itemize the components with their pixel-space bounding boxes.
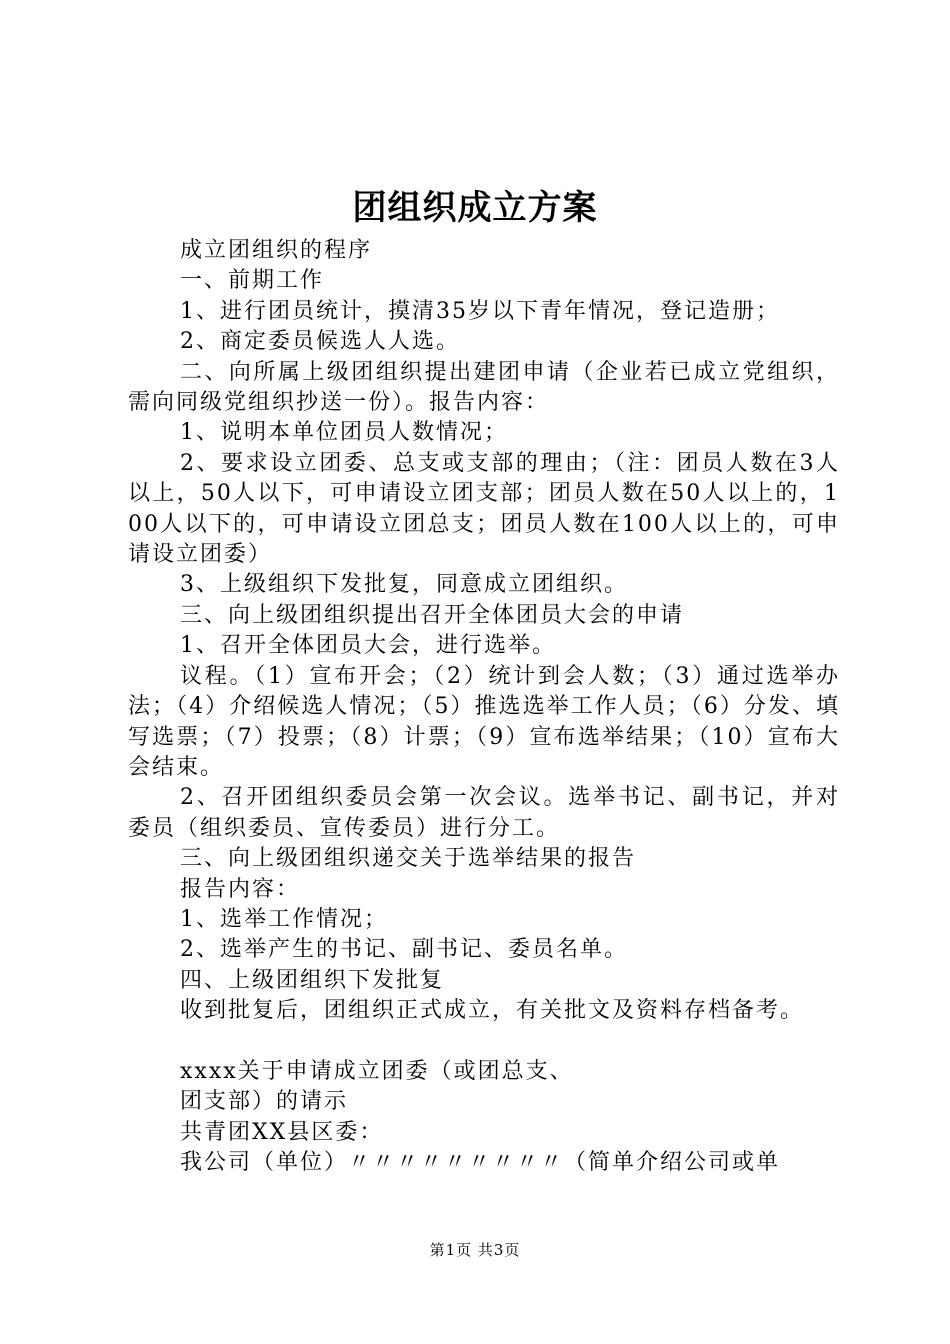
document-title: 团组织成立方案 (352, 188, 598, 228)
paragraph: 2、选举产生的书记、副书记、委员名单。 (180, 937, 628, 963)
letter-recipient: 共青团XX县区委： (180, 1119, 384, 1145)
paragraph: 3、上级组织下发批复，同意成立团组织。 (180, 572, 628, 598)
paragraph: 1、进行团员统计，摸清35岁以下青年情况，登记造册； (180, 298, 780, 324)
blank-line (128, 1027, 840, 1057)
paragraph: 2、商定委员候选人人选。 (180, 329, 460, 355)
paragraph: 一、前期工作 (180, 268, 325, 294)
paragraph: 收到批复后，团组织正式成立，有关批文及资料存档备考。 (180, 998, 805, 1024)
paragraph: 2、召开团组织委员会第一次会议。选举书记、副书记，并对委员（组织委员、宣传委员）进行分工。 (128, 785, 840, 841)
paragraph: 报告内容： (180, 876, 301, 902)
paragraph: 三、向上级团组织递交关于选举结果的报告 (180, 846, 637, 872)
letter-heading-line-1: xxxx关于申请成立团委（或团总支、 (180, 1058, 574, 1084)
paragraph: 2、要求设立团委、总支或支部的理由；（注：团员人数在3人以上，50人以下，可申请设立团支部；团员人数在50人以上的，100人以下的，可申请设立团总支；团员人数在100人以上的，可申请设立团委） (128, 450, 840, 568)
letter-heading-line-2: 团支部）的请示 (180, 1089, 349, 1115)
paragraph: 1、说明本单位团员人数情况； (180, 420, 508, 446)
paragraph: 议程。（1）宣布开会；（2）统计到会人数；（3）通过选举办法；（4）介绍候选人情况；（5）推选选举工作人员；（6）分发、填写选票；（7）投票；（8）计票；（9）宣布选举结果；（10）宣布大会结束。 (128, 663, 840, 780)
letter-opening: 我公司（单位）〃〃〃〃〃〃〃〃〃（简单介绍公司或单 (180, 1150, 781, 1176)
paragraph: 四、上级团组织下发批复 (180, 967, 445, 993)
paragraph: 成立团组织的程序 (180, 238, 373, 263)
paragraph: 1、召开全体团员大会，进行选举。 (180, 633, 556, 659)
paragraph: 1、选举工作情况； (180, 906, 388, 932)
page-footer: 第1页 共3页 (429, 1241, 521, 1259)
paragraph: 二、向所属上级团组织提出建团申请（企业若已成立党组织，需向同级党组织抄送一份）。报告内容： (128, 359, 840, 416)
paragraph: 三、向上级团组织提出召开全体团员大会的申请 (180, 602, 685, 628)
document-body (128, 236, 840, 1179)
